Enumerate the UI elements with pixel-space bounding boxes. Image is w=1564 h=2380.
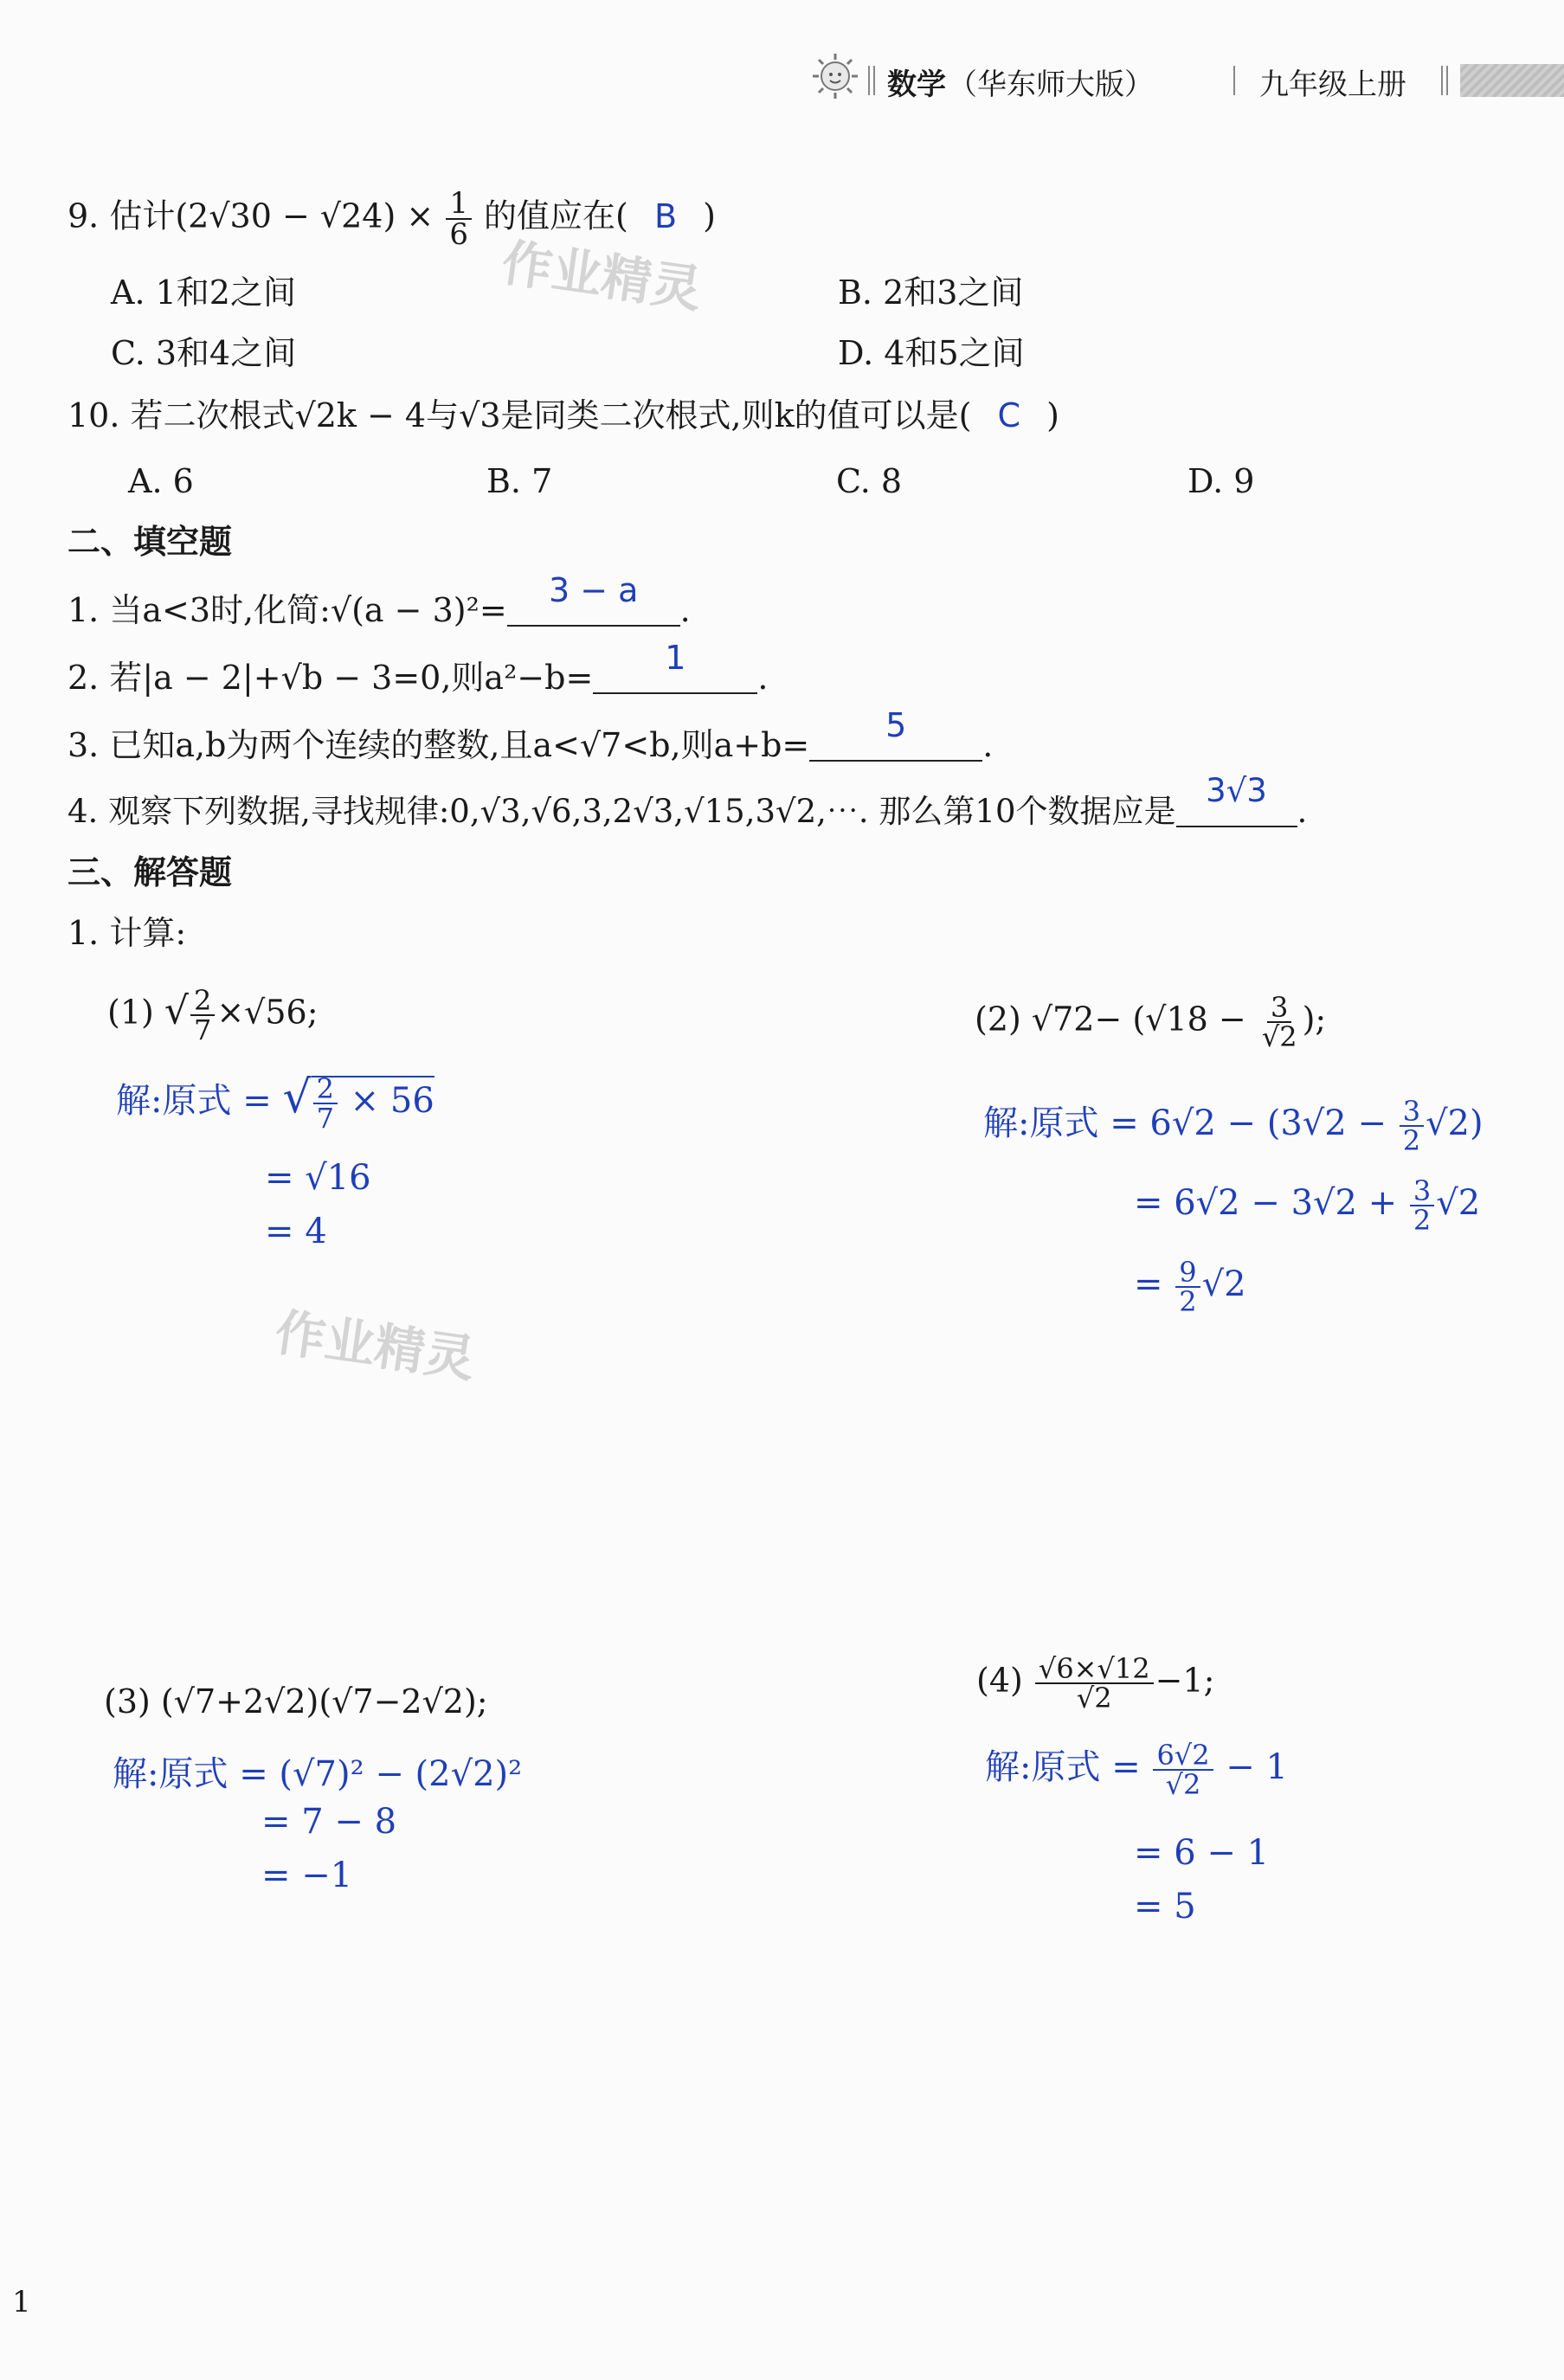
header-stripe: [1460, 64, 1564, 97]
q9-option-c: C. 3和4之间: [111, 334, 297, 372]
p3-solution-line-2: = 7 − 8: [261, 1802, 397, 1842]
watermark: 作业精灵: [271, 1303, 479, 1389]
header-bar: [818, 61, 1564, 104]
watermark: 作业精灵: [498, 233, 705, 319]
p3-solution-line-1: 解:原式 = (√7)² − (2√2)²: [113, 1754, 523, 1794]
p2-solution-line-3: = $\frac{9}{2}$ √2: [1134, 1256, 1246, 1318]
page-number: 1: [12, 2285, 31, 2319]
fill-2-answer: 1: [665, 639, 686, 677]
q9-fraction: $\frac{1}{6}$: [446, 189, 472, 249]
header-subject: 数学: [887, 68, 946, 102]
q9-answer: B: [653, 196, 678, 235]
q10-stem: 10. 若二次根式√2k − 4与√3是同类二次根式,则k的值可以是(: [68, 396, 972, 434]
fill-4: 4. 观察下列数据,寻找规律:0,√3,√6,3,2√3,√15,3√2,⋯. 那么第10个数据应是 3√3 .: [68, 772, 1308, 830]
fill-4-answer: 3√3: [1206, 772, 1267, 809]
header-grade: 九年级上册: [1259, 68, 1406, 102]
p4-solution-line-2: = 6 − 1: [1134, 1833, 1270, 1873]
q10-option-d: D. 9: [1187, 462, 1255, 500]
q9-option-d: D. 4和5之间: [838, 334, 1025, 372]
header-edition: （华东师大版）: [948, 68, 1154, 102]
p4-solution-line-1: 解:原式 = $\frac{6√2}{√2}$ − 1: [985, 1739, 1288, 1801]
p1-solution-line-1: 解:原式 = √ $\frac{2}{7}$ × 56: [116, 1071, 434, 1135]
problem-3: (3) (√7+2√2)(√7−2√2);: [104, 1682, 488, 1721]
p1-solution-line-3: = 4: [265, 1212, 327, 1251]
p3-solution-line-3: = −1: [261, 1856, 353, 1895]
p1-solution-line-2: = √16: [265, 1158, 371, 1198]
fill-1: 1. 当a<3时,化简:√(a − 3)²= 3 − a .: [68, 571, 691, 629]
fill-1-answer: 3 − a: [548, 571, 639, 609]
problem-4: (4) $\frac{√6\times√12}{√2}$ −1;: [976, 1652, 1215, 1714]
sun-logo-icon: [809, 50, 861, 102]
q10-option-a: A. 6: [128, 462, 194, 500]
section-3-title: 三、解答题: [68, 853, 233, 891]
p2-solution-line-2: = 6√2 − 3√2 + $\frac{3}{2}$ √2: [1134, 1174, 1481, 1237]
p2-solution-line-1: 解:原式 = 6√2 − (3√2 − $\frac{3}{2}$ √2): [983, 1095, 1484, 1157]
q9-option-b: B. 2和3之间: [838, 273, 1024, 312]
fill-3: 3. 已知a,b为两个连续的整数,且a<√7<b,则a+b= 5 .: [68, 706, 994, 764]
section-2-title: 二、填空题: [68, 523, 233, 561]
q10-answer: C: [997, 396, 1021, 434]
q9-option-a: A. 1和2之间: [111, 273, 296, 312]
problem-1: (1) √ $\frac{2}{7}$ ×√56;: [107, 984, 319, 1046]
fill-2: 2. 若|a − 2|+√b − 3=0,则a²−b= 1 .: [68, 639, 769, 697]
q10-option-b: B. 7: [486, 462, 553, 500]
question-10: 10. 若二次根式√2k − 4与√3是同类二次根式,则k的值可以是( C ): [68, 396, 1059, 434]
question-9: 9. 估计(2√30 − √24) × $\frac{1}{6}$ 的值应在( B ): [68, 186, 716, 252]
p4-solution-line-3: = 5: [1134, 1887, 1196, 1927]
q9-stem: 9. 估计(2√30 − √24) ×: [68, 196, 434, 235]
fill-3-answer: 5: [885, 706, 907, 744]
problem-2: (2) √72− (√18 − $\frac{3}{√2}$ );: [975, 991, 1327, 1053]
section-3-q1: 1. 计算:: [68, 914, 187, 952]
q10-option-c: C. 8: [836, 462, 903, 500]
